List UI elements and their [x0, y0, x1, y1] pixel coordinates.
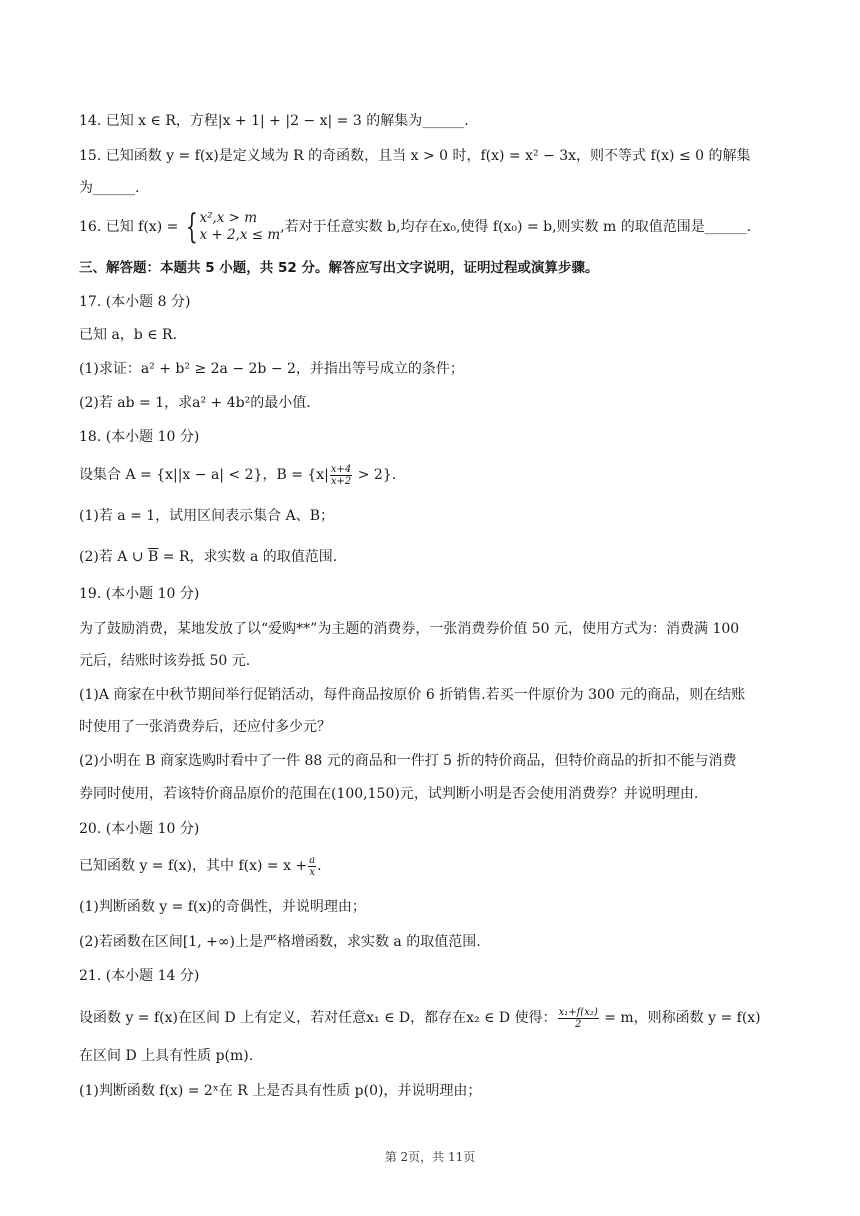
- question-19-line-5: (2)小明在 B 商家选购时看中了一件 88 元的商品和一件打 5 折的特价商品，但特价商品的折扣不能与消费: [79, 753, 737, 769]
- fraction-numerator: x₁+f(x₂): [558, 1006, 598, 1018]
- question-19-line-3: (1)A 商家在中秋节期间举行促销活动，每件商品按原价 6 折销售.若买一件原价为 300 元的商品，则在结账: [79, 687, 746, 703]
- part-2-suffix: = R，求实数 a 的取值范围.: [158, 549, 338, 565]
- question-17-part-1: (1)求证：a² + b² ≥ 2a − 2b − 2，并指出等号成立的条件；: [79, 361, 464, 377]
- fraction-denominator: x: [309, 866, 315, 878]
- question-16-prefix: 16. 已知 f(x) =: [79, 219, 179, 235]
- question-21-line-2: 在区间 D 上具有性质 p(m).: [79, 1048, 254, 1064]
- question-17-part-2: (2)若 ab = 1，求a² + 4b²的最小值.: [79, 395, 311, 411]
- fraction-numerator: a: [309, 854, 316, 866]
- question-20-header: 20. (本小题 10 分): [79, 821, 200, 837]
- question-18-part-2: [79, 547, 782, 567]
- fraction: [308, 855, 316, 878]
- fraction-denominator: 2: [574, 1018, 582, 1030]
- question-19-line-4: 时使用了一张消费券后，还应付多少元？: [79, 719, 331, 735]
- question-16: [79, 207, 782, 247]
- question-20-part-1: (1)判断函数 y = f(x)的奇偶性，并说明理由；: [79, 899, 366, 915]
- fraction: [558, 1007, 599, 1030]
- definition-suffix: = m，则称函数 y = f(x): [599, 1010, 761, 1026]
- piecewise-brace: {: [185, 207, 198, 247]
- question-21-given: [79, 1005, 782, 1031]
- question-20-part-2: (2)若函数在区间[1, +∞)上是严格增函数，求实数 a 的取值范围.: [79, 934, 481, 950]
- complement-set: $\overline{B}$: [148, 549, 159, 565]
- fraction-numerator: x+4: [330, 463, 352, 475]
- piecewise-case-1: x²,x > m: [199, 210, 258, 226]
- question-18-given: [79, 462, 782, 488]
- question-20-given: [79, 853, 782, 879]
- question-15-line-2: 为______.: [79, 180, 140, 196]
- section-3-heading: 三、解答题：本题共 5 小题，共 52 分。解答应写出文字说明，证明过程或演算步骤。: [79, 260, 599, 276]
- question-19-line-6: 券同时使用，若该特价商品原价的范围在(100,150)元，试判断小明是否会使用消费券？并说明理由.: [79, 786, 699, 802]
- question-16-suffix: ,若对于任意实数 b,均存在x₀,使得 f(x₀) = b,则实数 m 的取值范围是______.: [280, 219, 752, 235]
- function-definition-prefix: 已知函数 y = f(x)，其中 f(x) = x +: [79, 858, 308, 874]
- question-18-header: 18. (本小题 10 分): [79, 429, 200, 445]
- question-19-line-1: 为了鼓励消费，某地发放了以“爱购**”为主题的消费券，一张消费券价值 50 元，使用方式为：消费满 100: [79, 621, 740, 637]
- question-17-given: 已知 a，b ∈ R.: [79, 327, 178, 343]
- function-definition-suffix: .: [317, 858, 322, 874]
- question-21-header: 21. (本小题 14 分): [79, 968, 200, 984]
- question-19-line-2: 元后，结账时该券抵 50 元.: [79, 653, 251, 669]
- question-19-header: 19. (本小题 10 分): [79, 586, 200, 602]
- set-definition-suffix: > 2}.: [353, 467, 397, 483]
- piecewise-cases: [199, 210, 280, 244]
- fraction-denominator: x+2: [330, 475, 352, 487]
- question-21-part-1: (1)判断函数 f(x) = 2ˣ在 R 上是否具有性质 p(0)，并说明理由；: [79, 1083, 482, 1099]
- fraction: [330, 464, 352, 487]
- part-2-prefix: (2)若 A ∪: [79, 549, 149, 565]
- question-18-part-1: (1)若 a = 1，试用区间表示集合 A、B；: [79, 508, 335, 524]
- page-footer: 第 2页，共 11页: [384, 1150, 476, 1164]
- set-definition-prefix: 设集合 A = {x||x − a| < 2}，B = {x|: [79, 467, 329, 483]
- question-14: 14. 已知 x ∈ R，方程|x + 1| + |2 − x| = 3 的解集为______.: [79, 113, 469, 129]
- question-17-header: 17. (本小题 8 分): [79, 294, 191, 310]
- piecewise-case-2: x + 2,x ≤ m: [199, 227, 281, 243]
- question-15-line-1: 15. 已知函数 y = f(x)是定义域为 R 的奇函数，且当 x > 0 时，f(x) = x² − 3x，则不等式 f(x) ≤ 0 的解集: [79, 148, 751, 164]
- definition-prefix: 设函数 y = f(x)在区间 D 上有定义，若对任意x₁ ∈ D，都存在x₂ ∈ D 使得：: [79, 1010, 557, 1026]
